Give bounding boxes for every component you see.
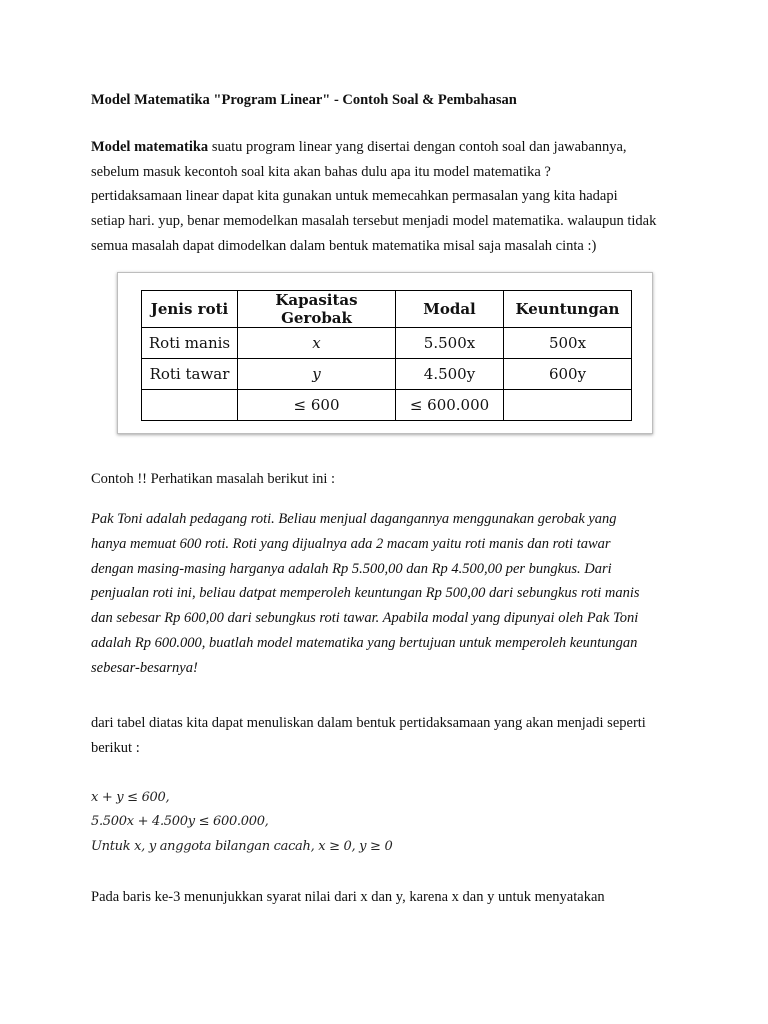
table-row	[142, 359, 632, 390]
table-cell: ≤ 600	[238, 390, 396, 421]
table-cell: 500x	[504, 328, 632, 359]
table-cell: ≤ 600.000	[396, 390, 504, 421]
intro-bold-term: Model matematika	[91, 139, 209, 155]
table-cell: Roti manis	[142, 328, 238, 359]
table-row	[142, 328, 632, 359]
table-cell: Roti tawar	[142, 359, 238, 390]
story-line: sebesar-besarnya!	[91, 659, 198, 676]
after-table-paragraph	[91, 711, 691, 760]
document-title: Model Matematika "Program Linear" - Contoh Soal & Pembahasan	[91, 92, 517, 108]
closing-line: Pada baris ke-3 menunjukkan syarat nilai dari x dan y, karena x dan y untuk menyatakan	[91, 889, 605, 905]
table-header-cell: Keuntungan	[504, 291, 632, 328]
intro-line: sebelum masuk kecontoh soal kita akan bahas dulu apa itu model matematika ?	[91, 163, 551, 180]
story-line: penjualan roti ini, beliau datpat memperoleh keuntungan Rp 500,00 dari sebungkus roti manis	[91, 585, 640, 602]
story-line: hanya memuat 600 roti. Roti yang dijualnya ada 2 macam yaitu roti manis dan roti tawar	[91, 535, 611, 552]
table-header-cell: Jenis roti	[142, 291, 238, 328]
story-line: Pak Toni adalah pedagang roti. Beliau menjual dagangannya menggunakan gerobak yang	[91, 511, 617, 527]
table-image-frame	[117, 272, 653, 434]
table-header-cell: Kapasitas Gerobak	[238, 291, 396, 328]
equation-3: Untuk x, y anggota bilangan cacah, x ≥ 0, y ≥ 0	[91, 839, 393, 854]
intro-line: suatu program linear yang disertai dengan contoh soal dan jawabannya,	[208, 139, 627, 155]
intro-line: setiap hari. yup, benar memodelkan masalah tersebut menjadi model matematika. walaupun tidak	[91, 213, 657, 230]
intro-line: pertidaksamaan linear dapat kita gunakan untuk memecahkan permasalan yang kita hadapi	[91, 188, 618, 205]
table-header-row	[142, 291, 632, 328]
document-body	[91, 88, 691, 259]
table-cell	[142, 390, 238, 421]
story-paragraph	[91, 507, 691, 681]
story-line: dengan masing-masing harganya adalah Rp 5.500,00 dan Rp 4.500,00 per bungkus. Dari	[91, 560, 612, 577]
table-row	[142, 390, 632, 421]
table-header-cell: Modal	[396, 291, 504, 328]
story-line: adalah Rp 600.000, buatlah model matematika yang bertujuan untuk memperoleh keuntungan	[91, 634, 638, 651]
table-cell: 5.500x	[396, 328, 504, 359]
equation-1: x + y ≤ 600,	[91, 790, 170, 805]
after-line: dari tabel diatas kita dapat menuliskan dalam bentuk pertidaksamaan yang akan menjadi seperti	[91, 715, 646, 731]
intro-line: semua masalah dapat dimodelkan dalam bentuk matematika misal saja masalah cinta :)	[91, 237, 597, 254]
intro-paragraph	[91, 135, 691, 259]
table-cell: 4.500y	[396, 359, 504, 390]
table-cell	[504, 390, 632, 421]
contoh-line: Contoh !! Perhatikan masalah berikut ini :	[91, 471, 336, 487]
table-cell: y	[238, 359, 396, 390]
equation-2: 5.500x + 4.500y ≤ 600.000,	[91, 814, 269, 829]
story-line: dan sebesar Rp 600,00 dari sebungkus roti tawar. Apabila modal yang dipunyai oleh Pak Toni	[91, 610, 639, 627]
after-line: berikut :	[91, 739, 140, 756]
table-cell: 600y	[504, 359, 632, 390]
roti-table	[141, 290, 632, 421]
table-cell: x	[238, 328, 396, 359]
